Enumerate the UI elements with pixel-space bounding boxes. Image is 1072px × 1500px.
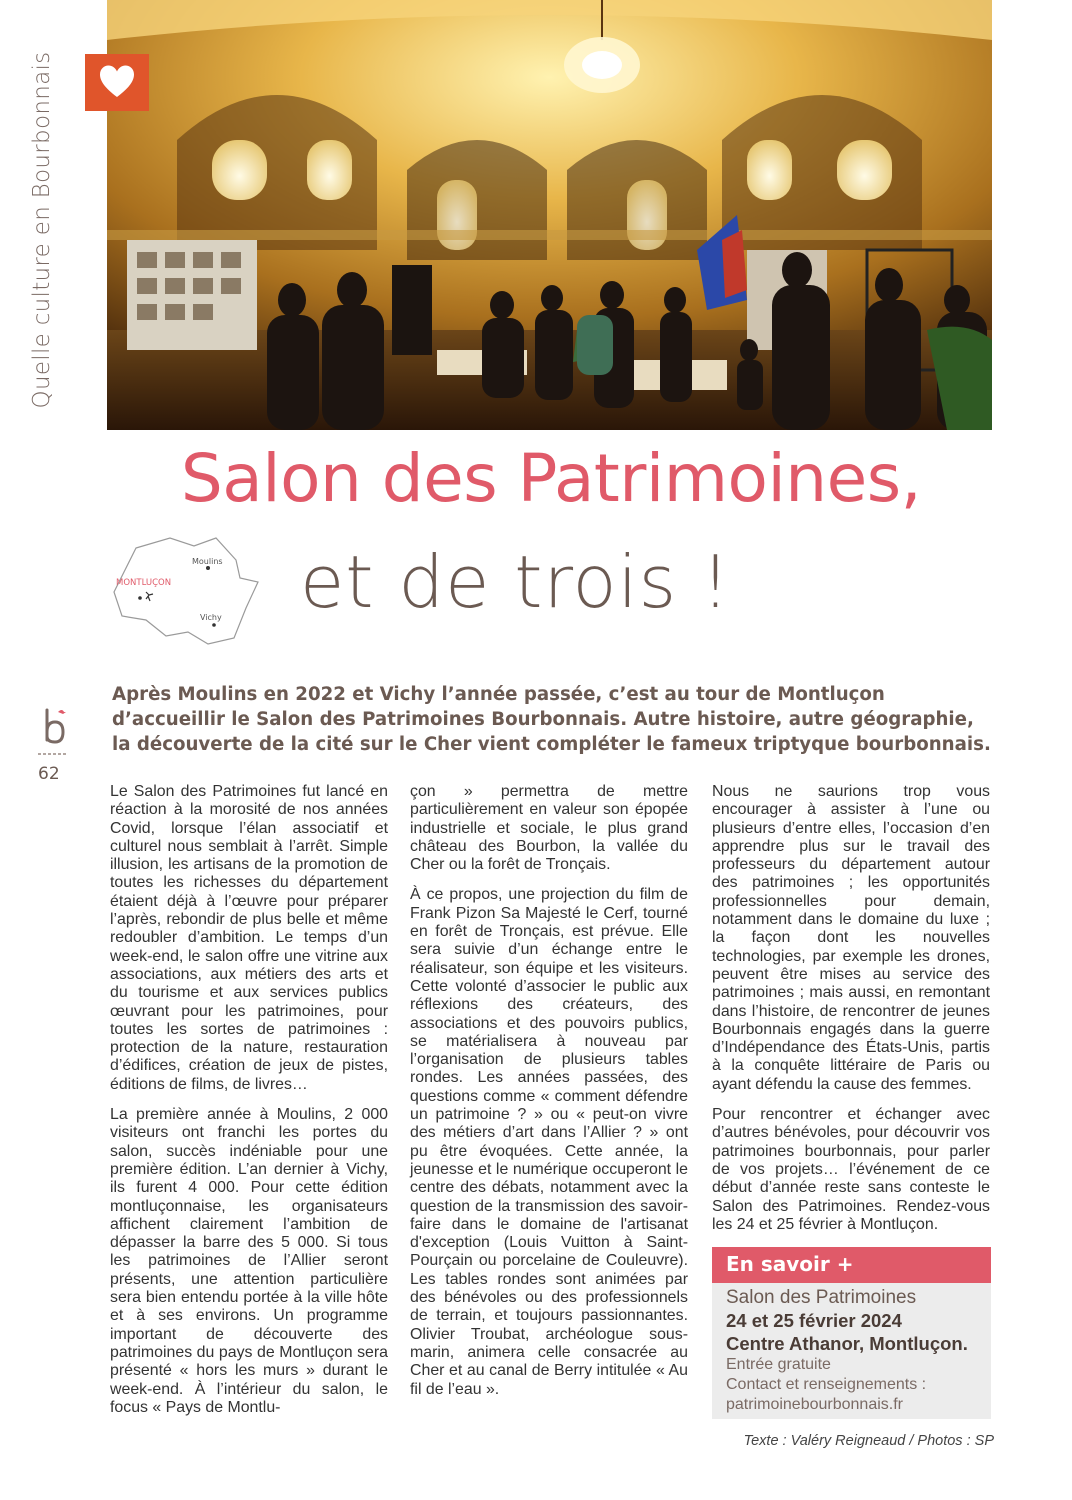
hero-photo bbox=[107, 0, 992, 430]
map-label-montlucon: MONTLUÇON bbox=[116, 578, 172, 588]
paragraph: Pour rencontrer et échanger avec d’autres bénévoles, pour découvrir vos patrimoines bourbonnais, pour parler de vos projets… l’événement de ce début d’année reste sans conteste le Salon des Patrimoines. Rendez-vous les 24 et 25 février à Montluçon. bbox=[712, 1106, 990, 1233]
info-event-venue: Centre Athanor, Montluçon. bbox=[726, 1333, 968, 1354]
info-website-link[interactable]: patrimoinebourbonnais.fr bbox=[726, 1396, 903, 1413]
info-event-name: Salon des Patrimoines bbox=[726, 1287, 917, 1308]
article-column-2 bbox=[410, 783, 688, 1411]
rubric-label: Quelle culture en Bourbonnais bbox=[29, 51, 55, 409]
side-rubric bbox=[22, 40, 62, 420]
article-column-3 bbox=[712, 783, 990, 1246]
info-entry: Entrée gratuite bbox=[726, 1356, 831, 1373]
heart-badge bbox=[85, 54, 149, 111]
paragraph: Nous ne saurions trop vous encourager à assister à l’une ou plusieurs d’entre elles, l’occasion d’en apprendre plus sur le travail des professeurs du département autour des patrimoines ; les opportunités professionnelles pour demain, notamment dans le domaine du luxe ; la façon dont les nouvelles technologies, par exemple les drones, peuvent être mises au service des patrimoines ; mais aussi, en remontant dans l’histoire, de rencontrer de jeunes Bourbonnais engagés dans la guerre d’Indépendance des États-Unis, partis à la conquête littéraire de Paris ou ayant défendu la cause des femmes. bbox=[712, 783, 990, 1093]
map-label-vichy: Vichy bbox=[200, 613, 222, 622]
paragraph: Le Salon des Patrimoines fut lancé en réaction à la morosité de nos années Covid, lorsque l’élan associatif et culturel nous semblait à l’arrêt. Simple illusion, les artisans de la promotion de toutes les richesses du département étaient déjà à l’œuvre pour préparer l’après, rebondir de plus belle et même redoubler d’ambition. Le temps d’un week-end, le salon offre une vitrine aux associations, aux métiers des arts et du tourisme et aux services publics œuvrant pour les patrimoines, pour toutes les sortes de patrimoines : protection de la nature, restauration d’édifices, création de jeux de pistes, éditions de films, de livres… bbox=[110, 783, 388, 1093]
info-box-body bbox=[712, 1283, 991, 1415]
paragraph: La première année à Moulins, 2 000 visiteurs ont franchi les portes du salon, succès indéniable pour une première édition. L’an dernier à Vichy, ils furent 4 000. Pour cette édition montluçonnaise, les organisateurs affichent clairement l’ambition de dépasser la barre des 5 000. Si tous les patrimoines de l’Allier seront présents, une attention particulière sera bien entendu portée à la ville hôte et à ses environs. Un programme important de découverte des patrimoines du pays de Montluçon sera présenté « hors les murs » durant le week-end. À l’intérieur du salon, le focus « Pays de Montlu- bbox=[110, 1106, 388, 1416]
page-number: 62 bbox=[38, 764, 60, 784]
map-label-moulins: Moulins bbox=[192, 557, 223, 566]
paragraph: À ce propos, une projection du film de Frank Pizon Sa Majesté le Cerf, tourné en forêt de Tronçais, est prévue. Elle sera suivie d’un échange entre le réalisateur, son équipe et les visiteurs. Cette volonté d’associer le public aux réflexions des créateurs, des associations et des pouvoirs publics, se matérialisera à nouveau par l’organisation de plusieurs tables rondes. Les années passées, des questions comme « comment défendre un patrimoine ? » ou « peut-on vivre des métiers d’art dans l’Allier ? » ont pu être évoquées. Cette année, la jeunesse et le numérique occuperont le centre des débats, notamment avec la question de la transmission des savoir-faire dans le domaine de l'artisanat d'exception (Louis Vuitton à Saint-Pourçain ou porcelaine de Couleuvre). Les tables rondes sont animées par des bénévoles ou des professionnels de terrain, et toujours passionnantes. Olivier Troubat, archéologue sous-marin, animera celle consacrée au Cher et au canal de Berry intitulée « Au fil de l’eau ». bbox=[410, 886, 688, 1398]
bourbonnais-b-logo-icon bbox=[38, 706, 68, 758]
article-column-1 bbox=[110, 783, 388, 1429]
title-line-2: et de trois ! bbox=[300, 540, 731, 624]
info-box-header: En savoir + bbox=[712, 1247, 991, 1283]
credits: Texte : Valéry Reigneaud / Photos : SP bbox=[743, 1433, 994, 1449]
paragraph: çon » permettra de mettre particulièrement en valeur son épopée industrielle et sociale, le plus grand château des Bourbon, la vallée du Cher ou la forêt de Tronçais. bbox=[410, 783, 688, 874]
title-line-1 bbox=[0, 440, 1072, 517]
info-contact-label: Contact et renseignements : bbox=[726, 1376, 927, 1393]
allier-map bbox=[108, 530, 268, 650]
info-box bbox=[712, 1247, 991, 1419]
heart-icon bbox=[99, 64, 135, 100]
info-event-dates: 24 et 25 février 2024 bbox=[726, 1310, 902, 1331]
chapo: Après Moulins en 2022 et Vichy l’année passée, c’est au tour de Montluçon d’accueillir le Salon des Patrimoines Bourbonnais. Autre histoire, autre géographie, la découverte de la cité sur le Cher vient compléter le fameux triptyque bourbonnais. bbox=[112, 684, 991, 755]
title-line-1-text: Salon des Patrimoines, bbox=[180, 440, 922, 517]
